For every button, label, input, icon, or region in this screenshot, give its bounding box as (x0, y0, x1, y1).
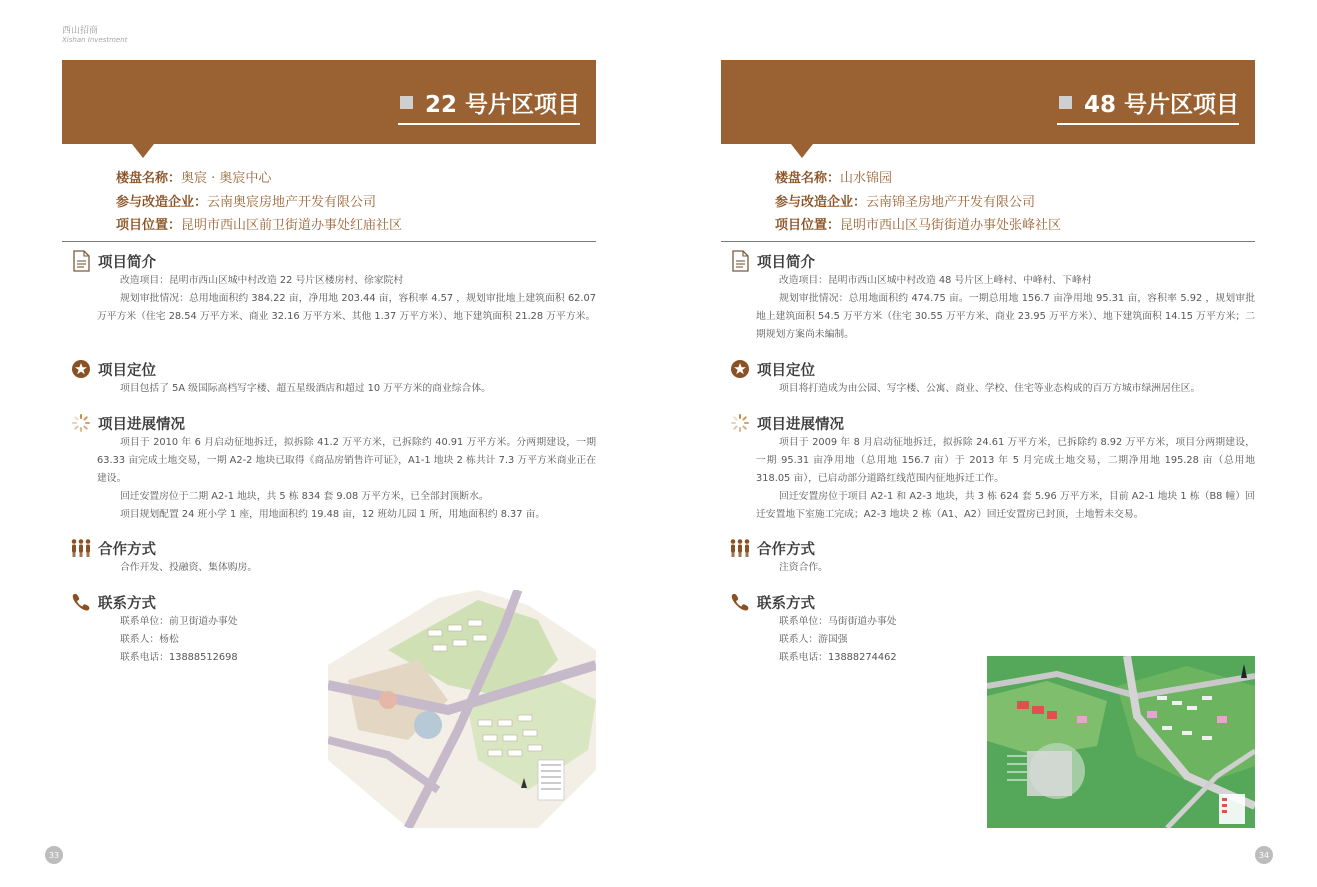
section-title: 联系方式 (98, 595, 156, 612)
title-square-icon (400, 96, 413, 109)
site-plan-image-22 (328, 590, 596, 828)
section-title: 项目简介 (757, 254, 815, 271)
right-info-block (721, 167, 1255, 238)
banner-pointer (791, 144, 813, 158)
contact-person: 联系人：杨松 (120, 634, 179, 645)
page-number-right: 34 (1255, 846, 1273, 864)
running-head (62, 26, 127, 44)
paragraph: 规划审批情况：总用地面积约 384.22 亩，净用地 203.44 亩，容积率 4.57 ，规划审批地上建筑面积 62.07 万平方米（住宅 28.54 万平方米、商业 32.16 万平方米、其他 1.37 万平方米）、地下建筑面积 21.28 万平方米。 (97, 293, 596, 322)
right-title-banner (721, 60, 1255, 144)
left-positioning-section (62, 358, 596, 398)
progress-spinner-icon (70, 412, 92, 434)
contact-unit: 联系单位：马街街道办事处 (779, 616, 897, 627)
right-intro-section (721, 250, 1255, 344)
right-positioning-section (721, 358, 1255, 398)
people-icon (70, 537, 92, 559)
section-title: 合作方式 (757, 541, 815, 558)
paragraph: 项目包括了 5A 级国际高档写字楼、超五星级酒店和超过 10 万平方米的商业综合体。 (120, 383, 491, 394)
running-head-zh: 西山招商 (62, 26, 99, 36)
paragraph: 项目于 2010 年 6 月启动征地拆迁，拟拆除 41.2 万平方米，已拆除约 40.91 万平方米。分两期建设，一期 63.33 亩完成土地交易，一期 A2-2 地块已取得《商品房销售许可证》，A1-1 地块 2 栋共计 7.3 万平方米商业正在建设。 (97, 437, 596, 484)
left-page (62, 60, 596, 860)
paragraph: 改造项目：昆明市西山区城中村改造 22 号片区楼房村、徐家院村 (120, 275, 404, 286)
progress-spinner-icon (729, 412, 751, 434)
left-info-divider (62, 241, 596, 242)
telephone-icon (70, 591, 92, 613)
section-title: 项目简介 (98, 254, 156, 271)
paragraph: 注资合作。 (779, 562, 828, 573)
paragraph: 项目于 2009 年 8 月启动征地拆迁，拟拆除 24.61 万平方米，已拆除约 8.92 万平方米，项目分两期建设，一期 95.31 亩净用地（总用地 156.7 亩）于 2013 年 5 月完成土地交易，二期净用地 195.28 亩（总用地 318.05 亩），已启动部分道路红线范围内征地拆迁工作。 (756, 437, 1255, 484)
right-page (721, 60, 1255, 860)
paragraph: 改造项目：昆明市西山区城中村改造 48 号片区上峰村、中峰村、下峰村 (779, 275, 1092, 286)
right-progress-section (721, 412, 1255, 524)
section-title: 项目定位 (98, 362, 156, 379)
document-icon (70, 250, 92, 272)
right-cooperation-section (721, 537, 1255, 577)
contact-phone: 联系电话：13888512698 (120, 652, 238, 663)
contact-phone: 联系电话：13888274462 (779, 652, 897, 663)
left-cooperation-section (62, 537, 596, 577)
document-icon (729, 250, 751, 272)
left-info-property: 楼盘名称：奥宸 · 奥宸中心 (116, 171, 272, 186)
section-title: 项目进展情况 (98, 416, 185, 433)
title-square-icon (1059, 96, 1072, 109)
paragraph: 项目规划配置 24 班小学 1 座，用地面积约 19.48 亩，12 班幼儿园 1 所，用地面积约 8.37 亩。 (120, 509, 546, 520)
people-icon (729, 537, 751, 559)
contact-person: 联系人：游国强 (779, 634, 848, 645)
section-title: 项目进展情况 (757, 416, 844, 433)
section-title: 项目定位 (757, 362, 815, 379)
running-head-en: Xishan Investment (62, 36, 128, 45)
paragraph: 回迁安置房位于项目 A2-1 和 A2-3 地块，共 3 栋 624 套 5.96 万平方米，目前 A2-1 地块 1 栋（B8 幢）回迁安置地下室施工完成；A2-3 地块 2 栋（A1、A2）回迁安置房已封顶，土地暂未交易。 (756, 491, 1255, 520)
banner-pointer (132, 144, 154, 158)
right-info-location: 项目位置：昆明市西山区马街街道办事处张峰社区 (775, 218, 1062, 233)
star-icon (729, 358, 751, 380)
paragraph: 合作开发、投融资、集体购房。 (120, 562, 258, 573)
left-contact-section (62, 591, 332, 667)
paragraph: 项目将打造成为由公园、写字楼、公寓、商业、学校、住宅等业态构成的百万方城市绿洲居住区。 (779, 383, 1201, 394)
paragraph: 回迁安置房位于二期 A2-1 地块，共 5 栋 834 套 9.08 万平方米，已全部封顶断水。 (120, 491, 489, 502)
right-project-title: 48 号片区项目 (1083, 92, 1239, 118)
left-progress-section (62, 412, 596, 524)
left-info-location: 项目位置：昆明市西山区前卫街道办事处红庙社区 (116, 218, 403, 233)
left-intro-section (62, 250, 596, 326)
left-info-block (62, 167, 596, 238)
left-info-company: 参与改造企业：云南奥宸房地产开发有限公司 (116, 194, 377, 210)
right-info-divider (721, 241, 1255, 242)
section-title: 联系方式 (757, 595, 815, 612)
left-title-banner (62, 60, 596, 144)
telephone-icon (729, 591, 751, 613)
paragraph: 规划审批情况：总用地面积约 474.75 亩。一期总用地 156.7 亩净用地 95.31 亩，容积率 5.92 ，规划审批地上建筑面积 54.5 万平方米（住宅 30.55 万平方米、商业 23.95 万平方米）、地下建筑面积 14.15 万平方米；二期规划方案尚未編制。 (756, 293, 1255, 340)
section-title: 合作方式 (98, 541, 156, 558)
site-plan-image-48 (987, 656, 1255, 828)
star-icon (70, 358, 92, 380)
right-info-company: 参与改造企业：云南锦圣房地产开发有限公司 (775, 194, 1036, 210)
page-number-left: 33 (45, 846, 63, 864)
right-info-property: 楼盘名称：山水锦园 (775, 171, 893, 186)
right-contact-section (721, 591, 991, 667)
left-project-title: 22 号片区项目 (424, 92, 580, 118)
contact-unit: 联系单位：前卫街道办事处 (120, 616, 238, 627)
